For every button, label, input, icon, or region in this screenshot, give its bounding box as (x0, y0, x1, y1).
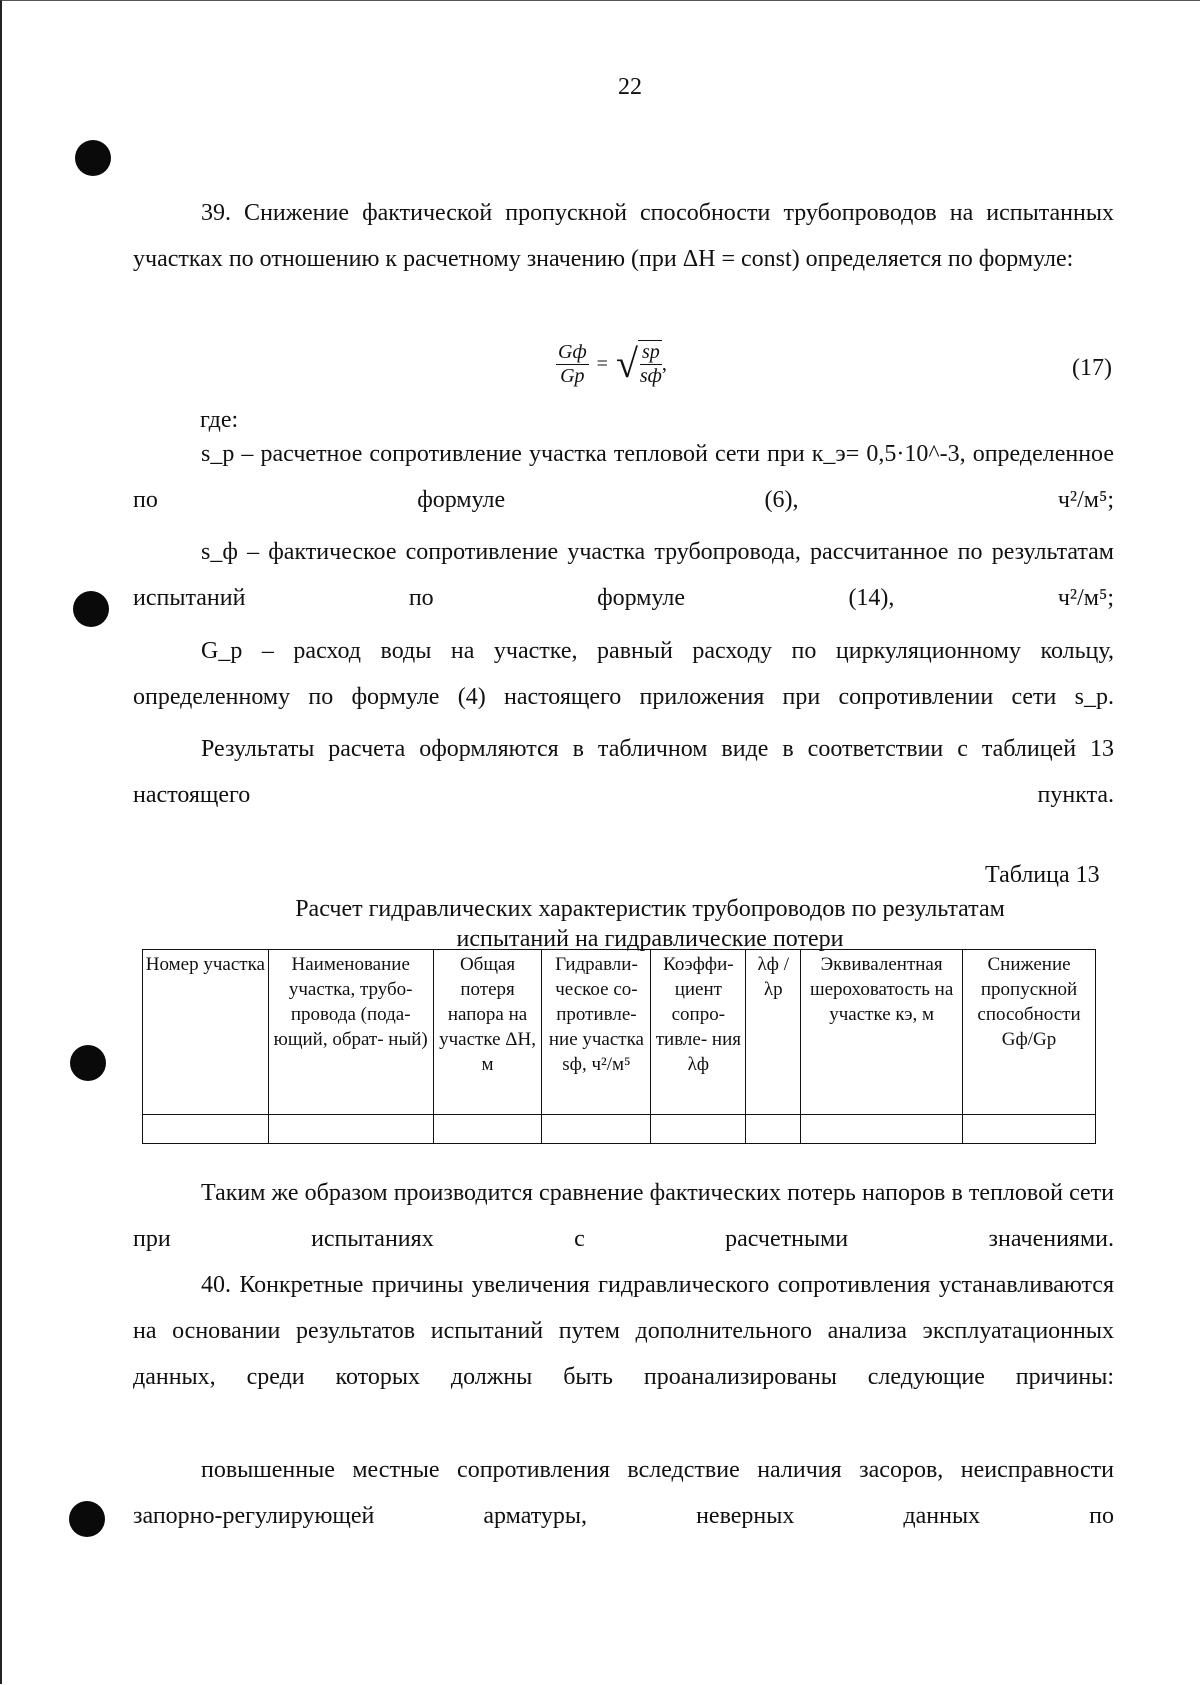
table-cell (746, 1115, 801, 1144)
page-number: 22 (618, 74, 642, 100)
table-header-row (143, 950, 1096, 1115)
punch-hole (70, 1045, 106, 1081)
punch-hole (73, 591, 109, 627)
column-header: Общая потеря напора на участке ΔH, м (433, 950, 542, 1115)
after-table-paragraph: Таким же образом производится сравнение фактических потерь напоров в тепловой сети при испытаниях с расчетными значениями. (133, 1180, 1114, 1252)
equals-sign: = (596, 352, 608, 375)
square-root: √ $\frac{sp}{sф}$ , (615, 341, 667, 387)
table-cell (801, 1115, 963, 1144)
table-label: Таблица 13 (985, 862, 1100, 888)
table-13 (142, 949, 1096, 1144)
formula-number: (17) (1072, 355, 1112, 381)
punch-hole (69, 1501, 105, 1537)
reason-item: повышенные местные сопротивления вследствие наличия засоров, неисправности запорно-регулирующей арматуры, неверных данных по (133, 1457, 1114, 1529)
column-header: Наименование участка, трубо- провода (пода- ющий, обрат- ный) (268, 950, 433, 1115)
formula-lhs: $\frac{Gф}{Gp}$ (558, 340, 587, 387)
column-header: Эквивалентная шероховатость на участке кэ, м (801, 950, 963, 1115)
column-header: Номер участка (143, 950, 269, 1115)
table-cell (433, 1115, 542, 1144)
table-title: Расчет гидравлических характеристик трубопроводов по результатам испытаний на гидравлические потери (295, 896, 1005, 952)
punch-hole (75, 140, 111, 176)
table-cell (542, 1115, 651, 1144)
table-cell (651, 1115, 746, 1144)
results-paragraph: Результаты расчета оформляются в табличном виде в соответствии с таблицей 13 настоящего пункта. (133, 736, 1114, 808)
column-header: Гидравли- ческое со- противле- ние участка sф, ч²/м⁵ (542, 950, 651, 1115)
definition-gp: G_p – расход воды на участке, равный расходу по циркуляционному кольцу, определенному по формуле (4) настоящего приложения при сопротивлении сети s_p. (133, 638, 1114, 710)
table-cell (963, 1115, 1096, 1144)
definition-sp: s_p – расчетное сопротивление участка тепловой сети при к_э= 0,5·10^-3, определенное по формуле (6), ч²/м⁵; (133, 441, 1114, 513)
table-cell (143, 1115, 269, 1144)
where-label: где: (200, 407, 239, 433)
table-row (143, 1115, 1096, 1144)
paragraph-40: 40. Конкретные причины увеличения гидравлического сопротивления устанавливаются на основании результатов испытаний путем дополнительного анализа эксплуатационных данных, среди которых должны быть проанализированы следующие причины: (133, 1272, 1114, 1390)
column-header: Снижение пропускной способности Gф/Gр (963, 950, 1096, 1115)
column-header: λф / λр (746, 950, 801, 1115)
definition-sf: s_ф – фактическое сопротивление участка трубопровода, рассчитанное по результатам испытаний по формуле (14), ч²/м⁵; (133, 539, 1114, 611)
formula-17 (556, 340, 667, 388)
paragraph-39: 39. Снижение фактической пропускной способности трубопроводов на испытанных участках по отношению к расчетному значению (при ΔH = const) определяется по формуле: (133, 200, 1114, 272)
table-cell (268, 1115, 433, 1144)
column-header: Коэффи- циент сопро- тивле- ния λф (651, 950, 746, 1115)
